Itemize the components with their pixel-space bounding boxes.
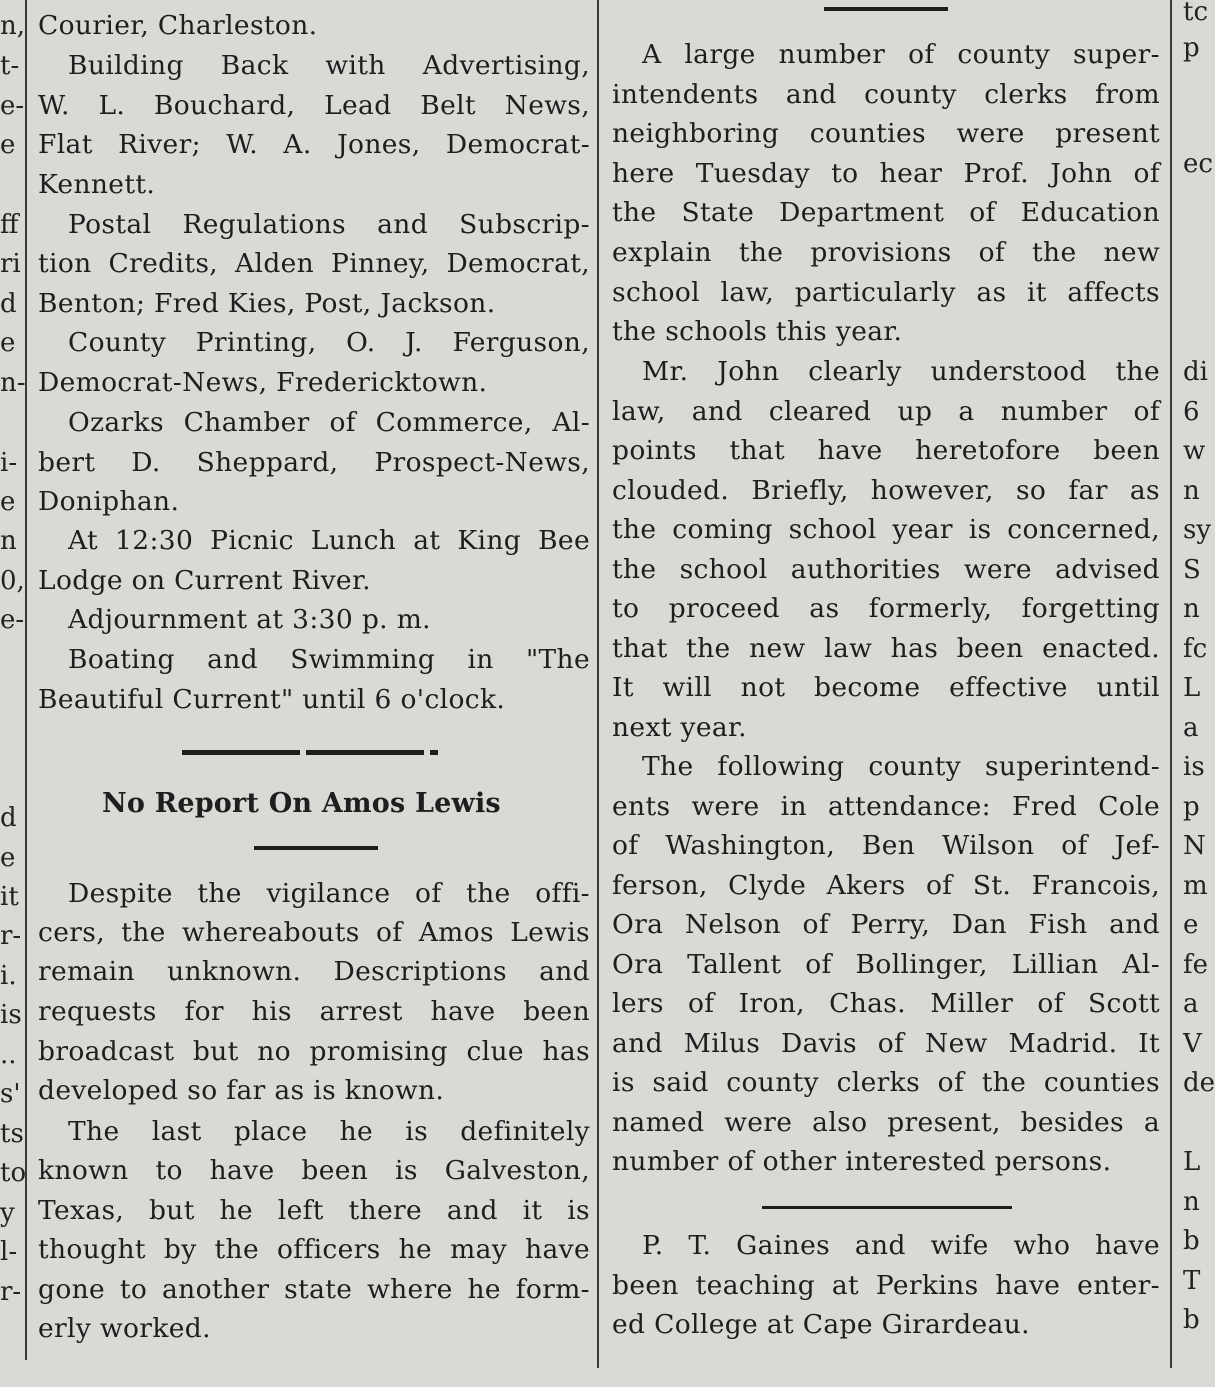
headline-amos-lewis: No Report On Amos Lewis <box>102 788 501 819</box>
text-line: It will not become effective until <box>612 672 1160 703</box>
edge-fragment: d <box>0 803 17 833</box>
text-line: erly worked. <box>38 1313 211 1344</box>
text-line: Doniphan. <box>38 486 180 517</box>
edge-fragment: m <box>1183 871 1208 901</box>
edge-fragment: tc <box>1183 0 1209 27</box>
text-line: neighboring counties were present <box>612 118 1160 149</box>
edge-fragment: a <box>1183 713 1199 743</box>
section-divider <box>762 1206 1012 1209</box>
text-line: gone to another state where he form- <box>38 1274 590 1305</box>
edge-fragment: is <box>0 1000 22 1030</box>
text-line: broadcast but no promising clue has <box>38 1036 590 1067</box>
text-line: ed College at Cape Girardeau. <box>612 1309 1030 1340</box>
edge-fragment: is <box>1183 752 1205 782</box>
text-line: Benton; Fred Kies, Post, Jackson. <box>38 288 496 319</box>
text-line: A large number of county super- <box>642 39 1160 70</box>
text-line: the schools this year. <box>612 316 903 347</box>
text-line: tion Credits, Alden Pinney, Democrat, <box>38 248 590 279</box>
text-line: intendents and county clerks from <box>612 79 1160 110</box>
edge-fragment: t- <box>0 51 20 81</box>
edge-fragment: e <box>1183 910 1199 940</box>
text-line: Building Back with Advertising, <box>68 50 590 81</box>
text-line: law, and cleared up a number of <box>612 396 1160 427</box>
text-line: number of other interested persons. <box>612 1146 1112 1177</box>
text-line: cers, the whereabouts of Amos Lewis <box>38 917 590 948</box>
text-line: Ora Tallent of Bollinger, Lillian Al- <box>612 949 1160 980</box>
text-line: Postal Regulations and Subscrip- <box>68 209 590 240</box>
edge-fragment: L <box>1183 1147 1201 1177</box>
text-line: ents were in attendance: Fred Cole <box>612 791 1160 822</box>
text-line: requests for his arrest have been <box>38 996 590 1027</box>
text-line: Beautiful Current" until 6 o'clock. <box>38 684 506 715</box>
right-column <box>612 0 1160 1387</box>
edge-fragment: i- <box>0 448 18 478</box>
edge-fragment: N <box>1183 831 1206 861</box>
text-line: Mr. John clearly understood the <box>642 356 1160 387</box>
edge-fragment: ri <box>0 249 21 279</box>
text-line: Despite the vigilance of the offi- <box>68 878 590 909</box>
edge-fragment: e- <box>0 91 25 121</box>
text-line: Democrat-News, Fredericktown. <box>38 367 488 398</box>
edge-fragment: ec <box>1183 149 1213 179</box>
text-line: P. T. Gaines and wife who have <box>642 1230 1160 1261</box>
text-line: the school authorities were advised <box>612 554 1160 585</box>
edge-fragment: i. <box>0 961 17 991</box>
headline-underline <box>254 846 378 850</box>
text-line: named were also present, besides a <box>612 1107 1160 1138</box>
text-line: Flat River; W. A. Jones, Democrat- <box>38 129 590 160</box>
edge-fragment: r- <box>0 921 22 951</box>
edge-fragment: n <box>1183 594 1200 624</box>
text-line: been teaching at Perkins have enter- <box>612 1270 1160 1301</box>
edge-fragment: e <box>0 843 16 873</box>
text-line: known to have been is Galveston, <box>38 1155 590 1186</box>
edge-fragment: w <box>1183 436 1206 466</box>
text-line: Adjournment at 3:30 p. m. <box>68 604 431 635</box>
text-line: Texas, but he left there and it is <box>38 1195 590 1226</box>
edge-fragment: n, <box>0 11 26 41</box>
text-line: Ora Nelson of Perry, Dan Fish and <box>612 909 1160 940</box>
text-line: ferson, Clyde Akers of St. Francois, <box>612 870 1160 901</box>
text-line: Kennett. <box>38 169 156 200</box>
text-line: the coming school year is concerned, <box>612 514 1160 545</box>
edge-fragment: b <box>1183 1305 1200 1335</box>
text-line: Lodge on Current River. <box>38 565 371 596</box>
text-line: Ozarks Chamber of Commerce, Al- <box>68 407 590 438</box>
right-edge-fragments <box>1183 0 1215 1387</box>
edge-fragment: s' <box>0 1079 21 1109</box>
edge-fragment: de <box>1183 1068 1215 1098</box>
edge-fragment: ts <box>0 1119 24 1149</box>
edge-fragment: p <box>1183 33 1200 63</box>
text-line: At 12:30 Picnic Lunch at King Bee <box>68 525 590 556</box>
edge-fragment: l- <box>0 1237 18 1267</box>
edge-fragment: to <box>0 1158 27 1188</box>
edge-fragment: e <box>0 487 16 517</box>
text-line: bert D. Sheppard, Prospect-News, <box>38 447 590 478</box>
edge-fragment: a <box>1183 989 1199 1019</box>
edge-fragment: S <box>1183 555 1201 585</box>
edge-fragment: sy <box>1183 515 1212 545</box>
text-line: Courier, Charleston. <box>38 10 318 41</box>
edge-fragment: n <box>1183 1187 1200 1217</box>
text-line: thought by the officers he may have <box>38 1234 590 1265</box>
text-line: The last place he is definitely <box>68 1116 590 1147</box>
text-line: W. L. Bouchard, Lead Belt News, <box>38 90 590 121</box>
text-line: developed so far as is known. <box>38 1075 445 1106</box>
edge-fragment: e <box>0 130 16 160</box>
edge-fragment: p <box>1183 792 1200 822</box>
edge-fragment: fe <box>1183 950 1209 980</box>
text-line: lers of Iron, Chas. Miller of Scott <box>612 988 1160 1019</box>
edge-fragment: n <box>0 526 17 556</box>
text-line: to proceed as formerly, forgetting <box>612 593 1160 624</box>
edge-fragment: y <box>0 1198 15 1228</box>
text-line: the State Department of Education <box>612 197 1160 228</box>
edge-fragment: it <box>0 882 19 912</box>
text-line: next year. <box>612 712 747 743</box>
edge-fragment: b <box>1183 1226 1200 1256</box>
text-line: clouded. Briefly, however, so far as <box>612 475 1160 506</box>
text-line: is said county clerks of the counties <box>612 1067 1160 1098</box>
edge-fragment: n- <box>0 368 26 398</box>
left-column <box>38 0 590 1387</box>
edge-fragment: V <box>1183 1029 1202 1059</box>
edge-fragment: di <box>1183 357 1208 387</box>
text-line: remain unknown. Descriptions and <box>38 956 590 987</box>
left-edge-fragments <box>0 0 27 1387</box>
edge-fragment: 6 <box>1183 397 1200 427</box>
text-line: and Milus Davis of New Madrid. It <box>612 1028 1160 1059</box>
text-line: points that have heretofore been <box>612 435 1160 466</box>
text-line: The following county superintend- <box>642 751 1160 782</box>
column-rule-right <box>1170 0 1172 1368</box>
edge-fragment: r- <box>0 1277 22 1307</box>
text-line: here Tuesday to hear Prof. John of <box>612 158 1160 189</box>
text-line: County Printing, O. J. Ferguson, <box>68 327 590 358</box>
edge-fragment: e <box>0 328 16 358</box>
text-line: Boating and Swimming in "The <box>68 644 590 675</box>
text-line: of Washington, Ben Wilson of Jef- <box>612 830 1160 861</box>
edge-fragment: .. <box>0 1040 17 1070</box>
edge-fragment: e- <box>0 605 25 635</box>
edge-fragment: n <box>1183 476 1200 506</box>
section-divider-top <box>824 7 948 11</box>
edge-fragment: fc <box>1183 634 1208 664</box>
edge-fragment: d <box>0 289 17 319</box>
text-line: school law, particularly as it affects <box>612 277 1160 308</box>
column-rule-middle <box>597 0 599 1368</box>
text-line: that the new law has been enacted. <box>612 633 1160 664</box>
edge-fragment: 0, <box>0 566 25 596</box>
section-divider <box>182 750 438 755</box>
text-line: explain the provisions of the new <box>612 237 1160 268</box>
edge-fragment: L <box>1183 673 1201 703</box>
edge-fragment: T <box>1183 1266 1201 1296</box>
edge-fragment: ff <box>0 210 19 240</box>
